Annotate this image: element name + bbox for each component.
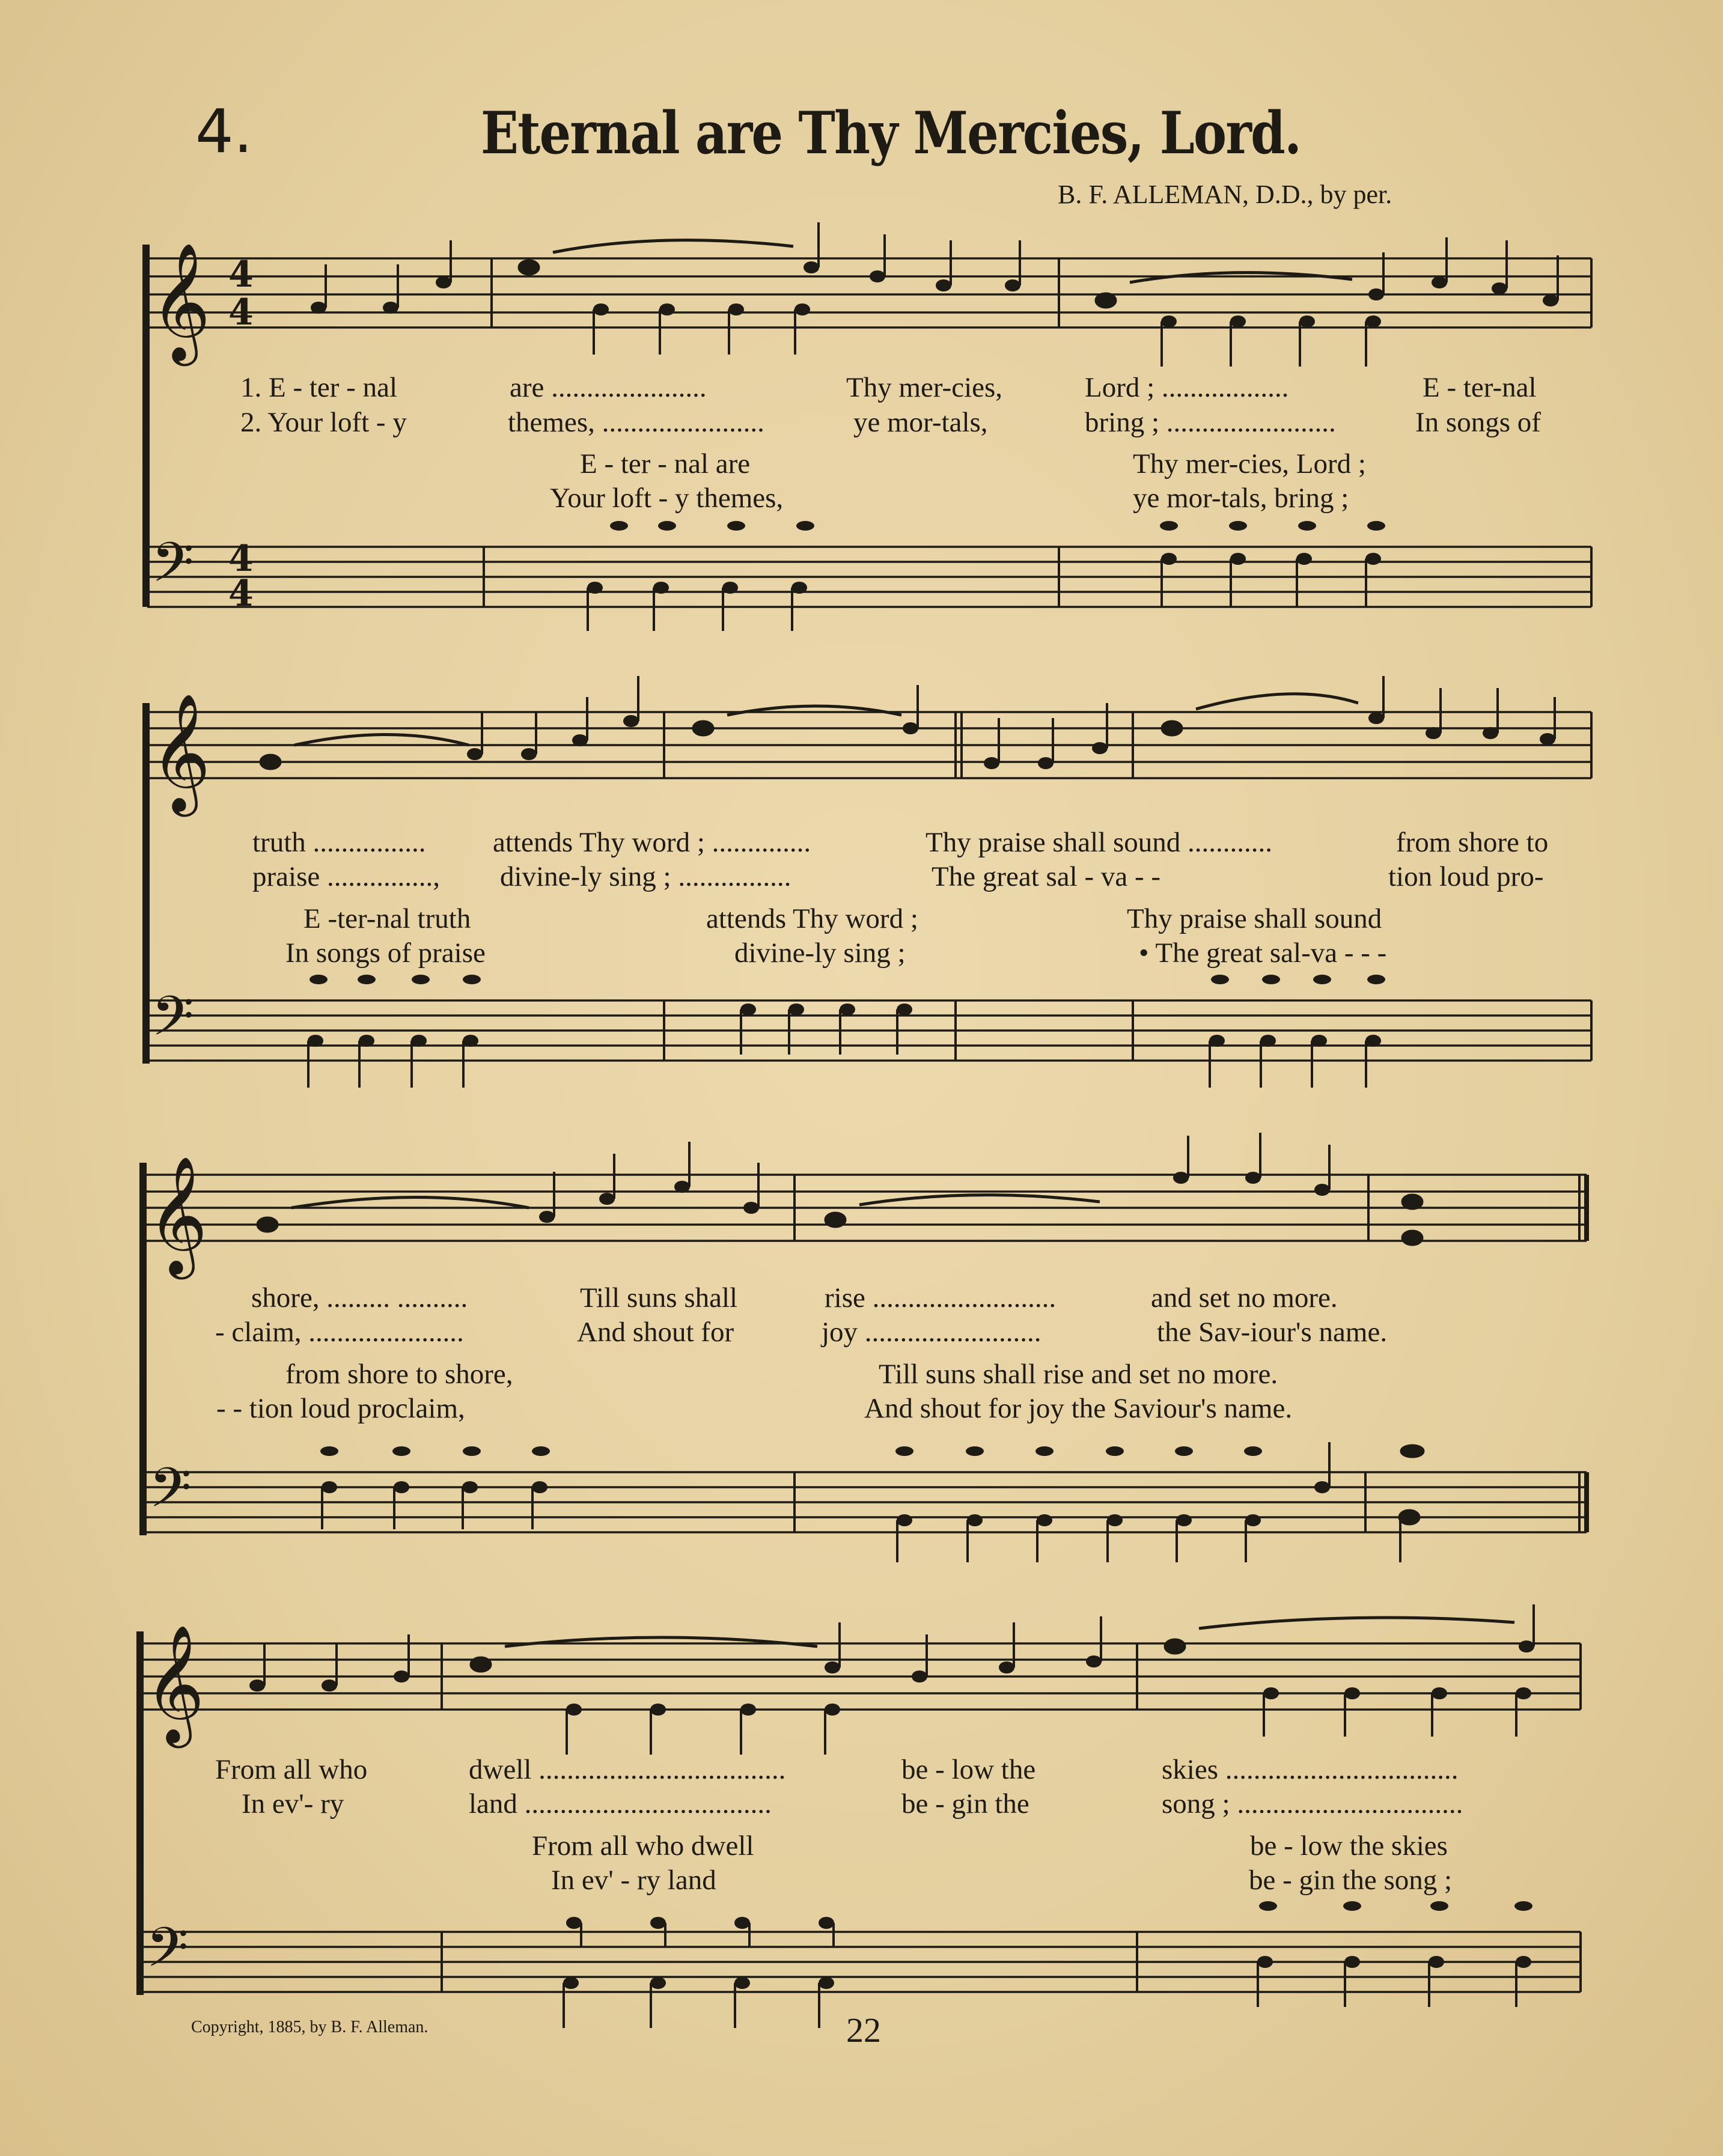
bass-staff-3 xyxy=(144,1472,1587,1532)
lyric: attends Thy word ; xyxy=(706,903,918,934)
lyric: And shout for xyxy=(577,1317,734,1348)
lyric: be - gin the xyxy=(901,1788,1029,1820)
lyric: from shore to shore, xyxy=(285,1359,513,1390)
lyric: E - ter-nal xyxy=(1423,372,1537,403)
svg-text:𝄢: 𝄢 xyxy=(146,1916,189,1993)
lyric: skies ................................. xyxy=(1162,1754,1459,1785)
treble-staff-4 xyxy=(141,1643,1581,1710)
lyric: the Sav-iour's name. xyxy=(1157,1317,1388,1348)
lyric: E - ter - nal are xyxy=(580,448,751,480)
bass-staff-4 xyxy=(141,1932,1581,1992)
lyric: shore, ......... .......... xyxy=(251,1282,468,1314)
lyric: be - low the xyxy=(901,1754,1036,1785)
treble-clef-1: 𝄞 xyxy=(150,242,211,361)
lyric: 1. E - ter - nal xyxy=(240,372,398,403)
lyric: ye mor-tals, xyxy=(853,407,988,438)
svg-text:4: 4 xyxy=(228,573,254,615)
bass-staff-2 xyxy=(147,1000,1591,1061)
lyric: song ; ................................ xyxy=(1162,1788,1463,1820)
lyric: bring ; ........................ xyxy=(1085,407,1336,438)
svg-text:4: 4 xyxy=(228,538,254,580)
notes-treble-3 xyxy=(258,1133,1422,1244)
svg-text:4: 4 xyxy=(228,254,254,296)
lyric: tion loud pro- xyxy=(1388,861,1544,892)
svg-text:𝄞: 𝄞 xyxy=(147,1156,208,1274)
lyric: themes, ....................... xyxy=(508,407,764,438)
lyric: Thy mer-cies, Lord ; xyxy=(1133,448,1366,480)
lyric: rise .......................... xyxy=(825,1282,1057,1314)
treble-staff-3 xyxy=(144,1175,1587,1241)
notes-treble-2 xyxy=(261,676,1555,769)
lyric: In songs of praise xyxy=(285,937,486,969)
lyric: divine-ly sing ; xyxy=(734,937,906,969)
bass-clef-1: 𝄢 xyxy=(151,531,194,608)
svg-text:𝄢: 𝄢 xyxy=(149,1456,192,1533)
svg-text:𝄢: 𝄢 xyxy=(151,984,194,1061)
lyric: dwell ................................... xyxy=(469,1754,786,1785)
lyric: from shore to xyxy=(1396,827,1549,858)
author-attribution: B. F. ALLEMAN, D.D., by per. xyxy=(1058,180,1392,209)
lyric: Your loft - y themes, xyxy=(550,483,784,514)
lyric: truth ................ xyxy=(252,827,426,858)
lyric: 2. Your loft - y xyxy=(240,407,407,438)
lyric: be - low the skies xyxy=(1250,1830,1448,1862)
svg-text:𝄞: 𝄞 xyxy=(144,1624,205,1743)
hymn-title: Eternal are Thy Mercies, Lord. xyxy=(481,99,1301,167)
lyric: are ...................... xyxy=(510,372,707,403)
lyric: In ev' - ry land xyxy=(551,1865,716,1896)
lyric: divine-ly sing ; ................ xyxy=(500,861,791,892)
lyric: attends Thy word ; .............. xyxy=(493,827,811,858)
copyright-notice: Copyright, 1885, by B. F. Alleman. xyxy=(191,2018,428,2036)
lyric: - claim, ...................... xyxy=(215,1317,464,1348)
lyric: • The great sal-va - - - xyxy=(1139,937,1387,969)
lyric: Till suns shall rise and set no more. xyxy=(879,1359,1278,1390)
notes-bass-4 xyxy=(563,1901,1532,2028)
lyric: Lord ; .................. xyxy=(1085,372,1289,403)
lyric: The great sal - va - - xyxy=(932,861,1161,892)
svg-text:4: 4 xyxy=(228,291,254,333)
lyric: joy ......................... xyxy=(822,1317,1041,1348)
lyric: praise ..............., xyxy=(252,861,440,892)
lyric: Till suns shall xyxy=(580,1282,738,1314)
lyric: Thy praise shall sound xyxy=(1127,903,1382,934)
lyric: Thy mer-cies, xyxy=(846,372,1003,403)
svg-text:𝄞: 𝄞 xyxy=(150,693,211,812)
page-number: 22 xyxy=(846,2011,881,2050)
lyric: and set no more. xyxy=(1151,1282,1338,1314)
lyric: - - tion loud proclaim, xyxy=(216,1393,465,1424)
lyric: From all who dwell xyxy=(532,1830,754,1862)
lyric: E -ter-nal truth xyxy=(303,903,471,934)
lyric: In ev'- ry xyxy=(242,1788,344,1820)
lyric: be - gin the song ; xyxy=(1249,1865,1453,1896)
hymn-number: 4. xyxy=(195,96,253,166)
lyric: From all who xyxy=(215,1754,368,1785)
lyric: And shout for joy the Saviour's name. xyxy=(864,1393,1293,1424)
lyric: land ................................... xyxy=(469,1788,772,1820)
lyric: In songs of xyxy=(1415,407,1541,438)
lyric: ye mor-tals, bring ; xyxy=(1133,483,1349,514)
lyric: Thy praise shall sound ............ xyxy=(926,827,1272,858)
